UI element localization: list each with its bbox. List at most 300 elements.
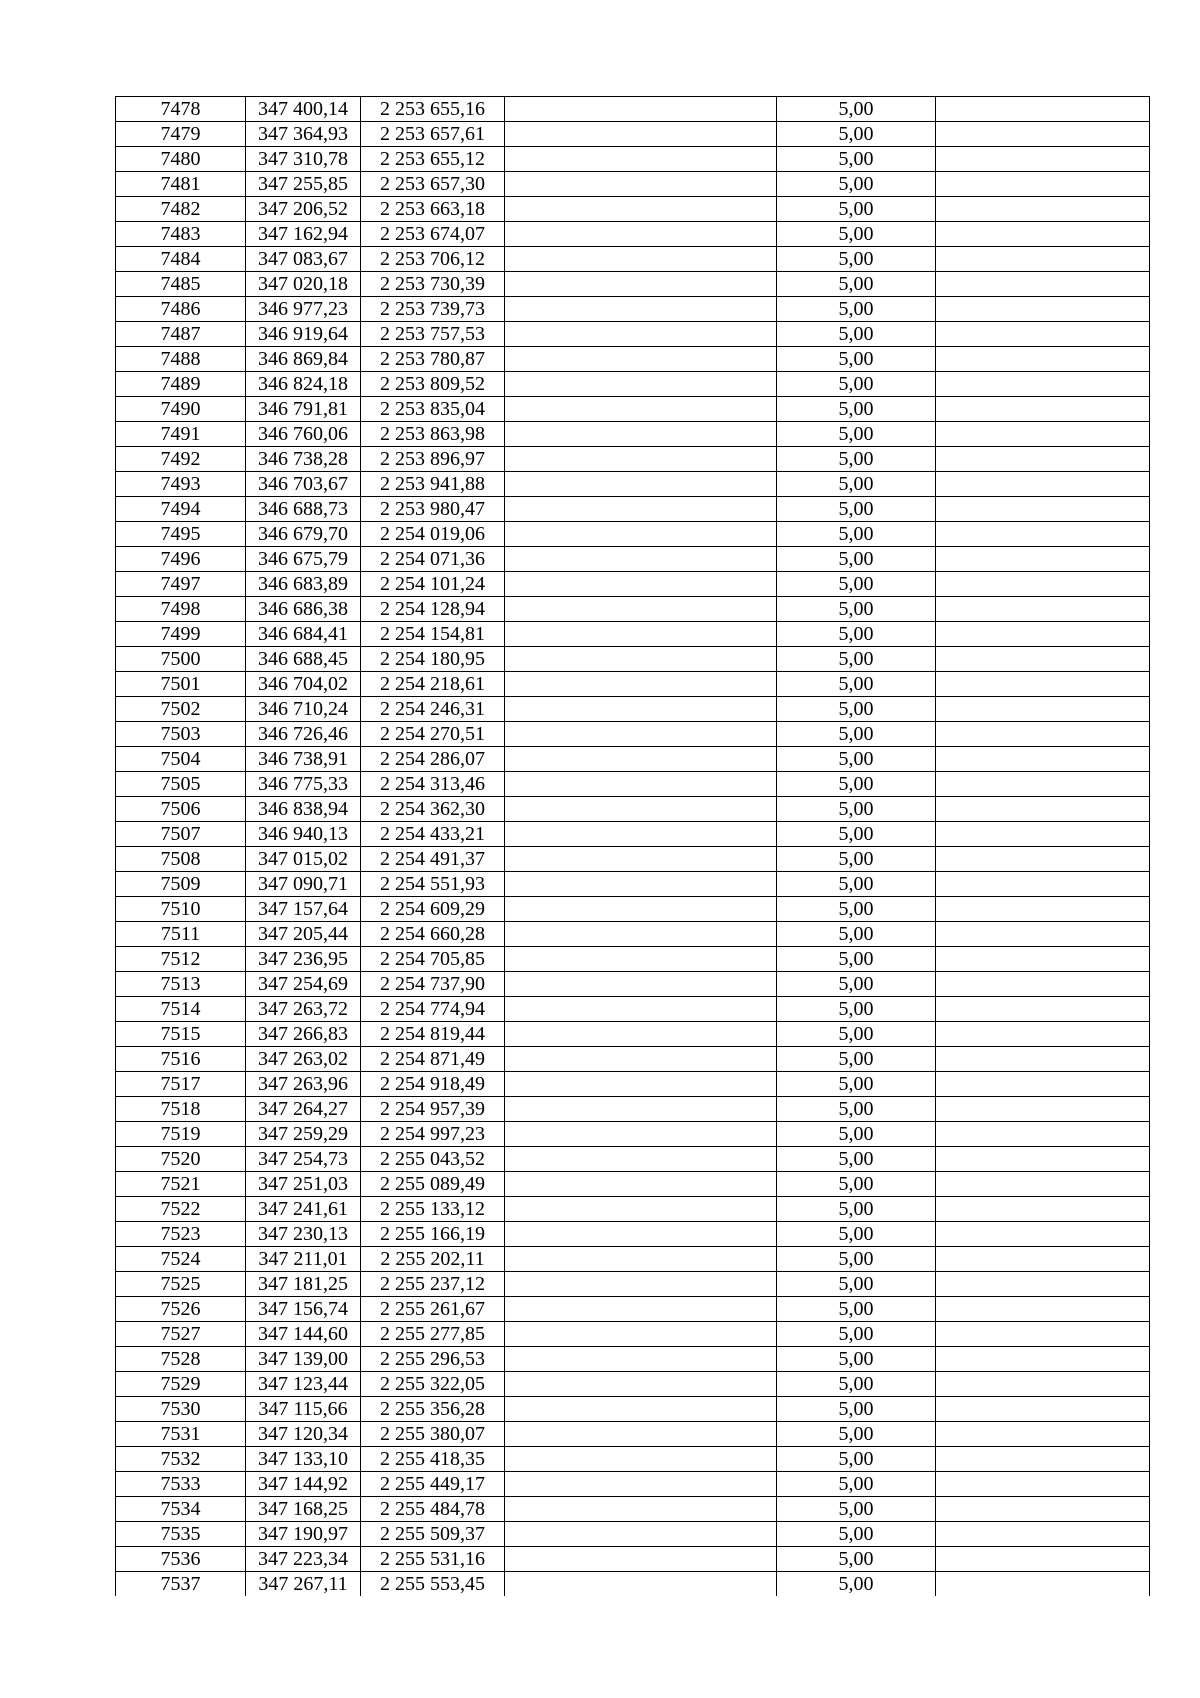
x-coordinate-cell: 347 090,71 — [246, 872, 361, 897]
value-cell: 5,00 — [777, 472, 936, 497]
x-coordinate-cell: 346 824,18 — [246, 372, 361, 397]
point-number-cell: 7526 — [116, 1297, 246, 1322]
empty-cell — [936, 1497, 1150, 1522]
empty-cell — [505, 897, 777, 922]
value-cell: 5,00 — [777, 897, 936, 922]
value-cell: 5,00 — [777, 972, 936, 997]
x-coordinate-cell: 347 255,85 — [246, 172, 361, 197]
empty-cell — [505, 247, 777, 272]
empty-cell — [505, 372, 777, 397]
table-row — [116, 1147, 1150, 1172]
empty-cell — [505, 1397, 777, 1422]
point-number-cell: 7507 — [116, 822, 246, 847]
point-number-cell: 7509 — [116, 872, 246, 897]
point-number-cell: 7510 — [116, 897, 246, 922]
table-row — [116, 672, 1150, 697]
point-number-cell: 7482 — [116, 197, 246, 222]
empty-cell — [936, 122, 1150, 147]
point-number-cell: 7529 — [116, 1372, 246, 1397]
empty-cell — [505, 922, 777, 947]
point-number-cell: 7495 — [116, 522, 246, 547]
x-coordinate-cell: 346 838,94 — [246, 797, 361, 822]
empty-cell — [936, 1222, 1150, 1247]
empty-cell — [505, 1247, 777, 1272]
value-cell: 5,00 — [777, 622, 936, 647]
point-number-cell: 7521 — [116, 1172, 246, 1197]
empty-cell — [505, 1472, 777, 1497]
table-row — [116, 822, 1150, 847]
y-coordinate-cell: 2 255 166,19 — [361, 1222, 505, 1247]
empty-cell — [936, 447, 1150, 472]
empty-cell — [505, 1372, 777, 1397]
x-coordinate-cell: 346 869,84 — [246, 347, 361, 372]
x-coordinate-cell: 346 791,81 — [246, 397, 361, 422]
empty-cell — [505, 197, 777, 222]
value-cell: 5,00 — [777, 247, 936, 272]
empty-cell — [505, 1272, 777, 1297]
x-coordinate-cell: 346 683,89 — [246, 572, 361, 597]
point-number-cell: 7525 — [116, 1272, 246, 1297]
y-coordinate-cell: 2 255 356,28 — [361, 1397, 505, 1422]
value-cell: 5,00 — [777, 147, 936, 172]
empty-cell — [505, 1297, 777, 1322]
empty-cell — [505, 697, 777, 722]
value-cell: 5,00 — [777, 572, 936, 597]
table-row — [116, 547, 1150, 572]
empty-cell — [936, 1372, 1150, 1397]
y-coordinate-cell: 2 253 896,97 — [361, 447, 505, 472]
x-coordinate-cell: 347 264,27 — [246, 1097, 361, 1122]
y-coordinate-cell: 2 253 655,16 — [361, 97, 505, 122]
value-cell: 5,00 — [777, 697, 936, 722]
x-coordinate-cell: 347 168,25 — [246, 1497, 361, 1522]
point-number-cell: 7512 — [116, 947, 246, 972]
point-number-cell: 7519 — [116, 1122, 246, 1147]
point-number-cell: 7517 — [116, 1072, 246, 1097]
y-coordinate-cell: 2 253 941,88 — [361, 472, 505, 497]
x-coordinate-cell: 347 190,97 — [246, 1522, 361, 1547]
x-coordinate-cell: 347 251,03 — [246, 1172, 361, 1197]
empty-cell — [505, 622, 777, 647]
point-number-cell: 7537 — [116, 1572, 246, 1597]
value-cell: 5,00 — [777, 1247, 936, 1272]
y-coordinate-cell: 2 255 418,35 — [361, 1447, 505, 1472]
value-cell: 5,00 — [777, 1022, 936, 1047]
value-cell: 5,00 — [777, 347, 936, 372]
point-number-cell: 7522 — [116, 1197, 246, 1222]
table-row — [116, 597, 1150, 622]
x-coordinate-cell: 346 684,41 — [246, 622, 361, 647]
empty-cell — [505, 847, 777, 872]
table-row — [116, 1422, 1150, 1447]
table-row — [116, 797, 1150, 822]
empty-cell — [936, 672, 1150, 697]
x-coordinate-cell: 347 083,67 — [246, 247, 361, 272]
point-number-cell: 7489 — [116, 372, 246, 397]
table-row — [116, 872, 1150, 897]
empty-cell — [936, 1097, 1150, 1122]
empty-cell — [936, 1147, 1150, 1172]
value-cell: 5,00 — [777, 772, 936, 797]
point-number-cell: 7486 — [116, 297, 246, 322]
value-cell: 5,00 — [777, 1072, 936, 1097]
x-coordinate-cell: 347 020,18 — [246, 272, 361, 297]
empty-cell — [505, 1097, 777, 1122]
x-coordinate-cell: 347 205,44 — [246, 922, 361, 947]
x-coordinate-cell: 347 181,25 — [246, 1272, 361, 1297]
empty-cell — [936, 947, 1150, 972]
empty-cell — [505, 747, 777, 772]
x-coordinate-cell: 347 123,44 — [246, 1372, 361, 1397]
table-row — [116, 147, 1150, 172]
value-cell: 5,00 — [777, 122, 936, 147]
coordinates-table — [115, 96, 1150, 1596]
value-cell: 5,00 — [777, 647, 936, 672]
empty-cell — [505, 997, 777, 1022]
y-coordinate-cell: 2 255 449,17 — [361, 1472, 505, 1497]
value-cell: 5,00 — [777, 1522, 936, 1547]
value-cell: 5,00 — [777, 1272, 936, 1297]
y-coordinate-cell: 2 253 809,52 — [361, 372, 505, 397]
value-cell: 5,00 — [777, 447, 936, 472]
x-coordinate-cell: 346 940,13 — [246, 822, 361, 847]
table-row — [116, 322, 1150, 347]
empty-cell — [505, 1147, 777, 1172]
point-number-cell: 7530 — [116, 1397, 246, 1422]
x-coordinate-cell: 346 738,28 — [246, 447, 361, 472]
empty-cell — [505, 1047, 777, 1072]
empty-cell — [505, 822, 777, 847]
table-row — [116, 922, 1150, 947]
empty-cell — [936, 622, 1150, 647]
empty-cell — [505, 1322, 777, 1347]
empty-cell — [505, 147, 777, 172]
empty-cell — [936, 397, 1150, 422]
empty-cell — [936, 297, 1150, 322]
value-cell: 5,00 — [777, 672, 936, 697]
point-number-cell: 7516 — [116, 1047, 246, 1072]
point-number-cell: 7527 — [116, 1322, 246, 1347]
point-number-cell: 7485 — [116, 272, 246, 297]
empty-cell — [936, 1172, 1150, 1197]
x-coordinate-cell: 347 144,60 — [246, 1322, 361, 1347]
y-coordinate-cell: 2 253 674,07 — [361, 222, 505, 247]
empty-cell — [505, 1122, 777, 1147]
x-coordinate-cell: 347 211,01 — [246, 1247, 361, 1272]
empty-cell — [936, 372, 1150, 397]
point-number-cell: 7503 — [116, 722, 246, 747]
table-row — [116, 1397, 1150, 1422]
empty-cell — [505, 1072, 777, 1097]
empty-cell — [505, 397, 777, 422]
point-number-cell: 7518 — [116, 1097, 246, 1122]
empty-cell — [936, 647, 1150, 672]
empty-cell — [936, 1422, 1150, 1447]
value-cell: 5,00 — [777, 397, 936, 422]
x-coordinate-cell: 346 738,91 — [246, 747, 361, 772]
x-coordinate-cell: 346 688,45 — [246, 647, 361, 672]
y-coordinate-cell: 2 255 322,05 — [361, 1372, 505, 1397]
empty-cell — [505, 547, 777, 572]
point-number-cell: 7504 — [116, 747, 246, 772]
table-row — [116, 122, 1150, 147]
point-number-cell: 7523 — [116, 1222, 246, 1247]
empty-cell — [505, 272, 777, 297]
x-coordinate-cell: 346 760,06 — [246, 422, 361, 447]
point-number-cell: 7480 — [116, 147, 246, 172]
empty-cell — [936, 1072, 1150, 1097]
empty-cell — [505, 872, 777, 897]
table-row — [116, 997, 1150, 1022]
value-cell: 5,00 — [777, 1047, 936, 1072]
table-row — [116, 447, 1150, 472]
y-coordinate-cell: 2 254 997,23 — [361, 1122, 505, 1147]
point-number-cell: 7493 — [116, 472, 246, 497]
x-coordinate-cell: 347 254,69 — [246, 972, 361, 997]
value-cell: 5,00 — [777, 1097, 936, 1122]
point-number-cell: 7535 — [116, 1522, 246, 1547]
empty-cell — [505, 497, 777, 522]
empty-cell — [936, 897, 1150, 922]
value-cell: 5,00 — [777, 722, 936, 747]
empty-cell — [505, 722, 777, 747]
table-row — [116, 1197, 1150, 1222]
point-number-cell: 7520 — [116, 1147, 246, 1172]
table-row — [116, 972, 1150, 997]
y-coordinate-cell: 2 253 655,12 — [361, 147, 505, 172]
y-coordinate-cell: 2 254 313,46 — [361, 772, 505, 797]
y-coordinate-cell: 2 253 730,39 — [361, 272, 505, 297]
value-cell: 5,00 — [777, 1572, 936, 1597]
table-row — [116, 272, 1150, 297]
point-number-cell: 7490 — [116, 397, 246, 422]
table-row — [116, 697, 1150, 722]
value-cell: 5,00 — [777, 1397, 936, 1422]
point-number-cell: 7491 — [116, 422, 246, 447]
empty-cell — [936, 1347, 1150, 1372]
table-row — [116, 1097, 1150, 1122]
point-number-cell: 7500 — [116, 647, 246, 672]
x-coordinate-cell: 347 157,64 — [246, 897, 361, 922]
empty-cell — [505, 472, 777, 497]
table-row — [116, 1172, 1150, 1197]
table-row — [116, 397, 1150, 422]
y-coordinate-cell: 2 255 202,11 — [361, 1247, 505, 1272]
y-coordinate-cell: 2 253 757,53 — [361, 322, 505, 347]
empty-cell — [936, 1447, 1150, 1472]
x-coordinate-cell: 347 263,96 — [246, 1072, 361, 1097]
x-coordinate-cell: 347 115,66 — [246, 1397, 361, 1422]
empty-cell — [936, 272, 1150, 297]
value-cell: 5,00 — [777, 872, 936, 897]
table-row — [116, 897, 1150, 922]
table-row — [116, 297, 1150, 322]
y-coordinate-cell: 2 254 918,49 — [361, 1072, 505, 1097]
y-coordinate-cell: 2 255 296,53 — [361, 1347, 505, 1372]
point-number-cell: 7487 — [116, 322, 246, 347]
empty-cell — [936, 772, 1150, 797]
value-cell: 5,00 — [777, 1147, 936, 1172]
y-coordinate-cell: 2 254 246,31 — [361, 697, 505, 722]
value-cell: 5,00 — [777, 597, 936, 622]
x-coordinate-cell: 347 241,61 — [246, 1197, 361, 1222]
value-cell: 5,00 — [777, 797, 936, 822]
empty-cell — [505, 1022, 777, 1047]
empty-cell — [505, 1347, 777, 1372]
x-coordinate-cell: 347 254,73 — [246, 1147, 361, 1172]
empty-cell — [936, 422, 1150, 447]
y-coordinate-cell: 2 254 071,36 — [361, 547, 505, 572]
x-coordinate-cell: 347 223,34 — [246, 1547, 361, 1572]
y-coordinate-cell: 2 254 705,85 — [361, 947, 505, 972]
point-number-cell: 7536 — [116, 1547, 246, 1572]
value-cell: 5,00 — [777, 197, 936, 222]
empty-cell — [505, 1572, 777, 1597]
empty-cell — [936, 972, 1150, 997]
empty-cell — [936, 1472, 1150, 1497]
empty-cell — [936, 1022, 1150, 1047]
value-cell: 5,00 — [777, 497, 936, 522]
table-row — [116, 1447, 1150, 1472]
value-cell: 5,00 — [777, 1297, 936, 1322]
empty-cell — [936, 172, 1150, 197]
empty-cell — [936, 522, 1150, 547]
table-row — [116, 572, 1150, 597]
y-coordinate-cell: 2 255 553,45 — [361, 1572, 505, 1597]
y-coordinate-cell: 2 253 657,61 — [361, 122, 505, 147]
x-coordinate-cell: 347 133,10 — [246, 1447, 361, 1472]
empty-cell — [936, 1297, 1150, 1322]
y-coordinate-cell: 2 254 660,28 — [361, 922, 505, 947]
x-coordinate-cell: 346 775,33 — [246, 772, 361, 797]
y-coordinate-cell: 2 254 218,61 — [361, 672, 505, 697]
empty-cell — [505, 97, 777, 122]
empty-cell — [505, 322, 777, 347]
x-coordinate-cell: 347 259,29 — [246, 1122, 361, 1147]
empty-cell — [936, 97, 1150, 122]
y-coordinate-cell: 2 254 491,37 — [361, 847, 505, 872]
empty-cell — [936, 1047, 1150, 1072]
x-coordinate-cell: 347 144,92 — [246, 1472, 361, 1497]
empty-cell — [936, 1572, 1150, 1597]
empty-cell — [936, 597, 1150, 622]
empty-cell — [505, 572, 777, 597]
empty-cell — [936, 1397, 1150, 1422]
x-coordinate-cell: 346 977,23 — [246, 297, 361, 322]
point-number-cell: 7534 — [116, 1497, 246, 1522]
empty-cell — [505, 947, 777, 972]
y-coordinate-cell: 2 255 043,52 — [361, 1147, 505, 1172]
value-cell: 5,00 — [777, 1472, 936, 1497]
point-number-cell: 7488 — [116, 347, 246, 372]
table-row — [116, 1372, 1150, 1397]
point-number-cell: 7514 — [116, 997, 246, 1022]
y-coordinate-cell: 2 254 774,94 — [361, 997, 505, 1022]
empty-cell — [505, 1522, 777, 1547]
point-number-cell: 7531 — [116, 1422, 246, 1447]
value-cell: 5,00 — [777, 1122, 936, 1147]
empty-cell — [936, 347, 1150, 372]
empty-cell — [936, 1197, 1150, 1222]
empty-cell — [505, 122, 777, 147]
empty-cell — [505, 672, 777, 697]
x-coordinate-cell: 347 263,72 — [246, 997, 361, 1022]
y-coordinate-cell: 2 253 835,04 — [361, 397, 505, 422]
empty-cell — [936, 822, 1150, 847]
y-coordinate-cell: 2 254 154,81 — [361, 622, 505, 647]
y-coordinate-cell: 2 254 362,30 — [361, 797, 505, 822]
empty-cell — [505, 1197, 777, 1222]
empty-cell — [505, 522, 777, 547]
value-cell: 5,00 — [777, 847, 936, 872]
empty-cell — [936, 1547, 1150, 1572]
value-cell: 5,00 — [777, 947, 936, 972]
point-number-cell: 7484 — [116, 247, 246, 272]
empty-cell — [505, 1222, 777, 1247]
empty-cell — [936, 497, 1150, 522]
x-coordinate-cell: 346 704,02 — [246, 672, 361, 697]
table-row — [116, 497, 1150, 522]
y-coordinate-cell: 2 255 531,16 — [361, 1547, 505, 1572]
empty-cell — [936, 722, 1150, 747]
x-coordinate-cell: 346 919,64 — [246, 322, 361, 347]
value-cell: 5,00 — [777, 1547, 936, 1572]
x-coordinate-cell: 346 686,38 — [246, 597, 361, 622]
empty-cell — [505, 647, 777, 672]
empty-cell — [936, 222, 1150, 247]
y-coordinate-cell: 2 255 133,12 — [361, 1197, 505, 1222]
table-row — [116, 97, 1150, 122]
table-row — [116, 772, 1150, 797]
value-cell: 5,00 — [777, 547, 936, 572]
empty-cell — [505, 1497, 777, 1522]
empty-cell — [505, 447, 777, 472]
point-number-cell: 7533 — [116, 1472, 246, 1497]
table-row — [116, 247, 1150, 272]
point-number-cell: 7524 — [116, 1247, 246, 1272]
x-coordinate-cell: 347 206,52 — [246, 197, 361, 222]
y-coordinate-cell: 2 253 706,12 — [361, 247, 505, 272]
value-cell: 5,00 — [777, 1347, 936, 1372]
point-number-cell: 7502 — [116, 697, 246, 722]
value-cell: 5,00 — [777, 522, 936, 547]
empty-cell — [505, 1172, 777, 1197]
value-cell: 5,00 — [777, 222, 936, 247]
y-coordinate-cell: 2 254 286,07 — [361, 747, 505, 772]
table-row — [116, 372, 1150, 397]
table-row — [116, 347, 1150, 372]
empty-cell — [505, 597, 777, 622]
value-cell: 5,00 — [777, 1172, 936, 1197]
empty-cell — [505, 1422, 777, 1447]
y-coordinate-cell: 2 254 128,94 — [361, 597, 505, 622]
y-coordinate-cell: 2 254 871,49 — [361, 1047, 505, 1072]
empty-cell — [505, 972, 777, 997]
x-coordinate-cell: 347 120,34 — [246, 1422, 361, 1447]
value-cell: 5,00 — [777, 1197, 936, 1222]
value-cell: 5,00 — [777, 1497, 936, 1522]
value-cell: 5,00 — [777, 172, 936, 197]
table-row — [116, 622, 1150, 647]
y-coordinate-cell: 2 253 780,87 — [361, 347, 505, 372]
empty-cell — [936, 872, 1150, 897]
point-number-cell: 7496 — [116, 547, 246, 572]
table-row — [116, 1322, 1150, 1347]
empty-cell — [936, 697, 1150, 722]
y-coordinate-cell: 2 253 663,18 — [361, 197, 505, 222]
empty-cell — [936, 847, 1150, 872]
empty-cell — [505, 347, 777, 372]
